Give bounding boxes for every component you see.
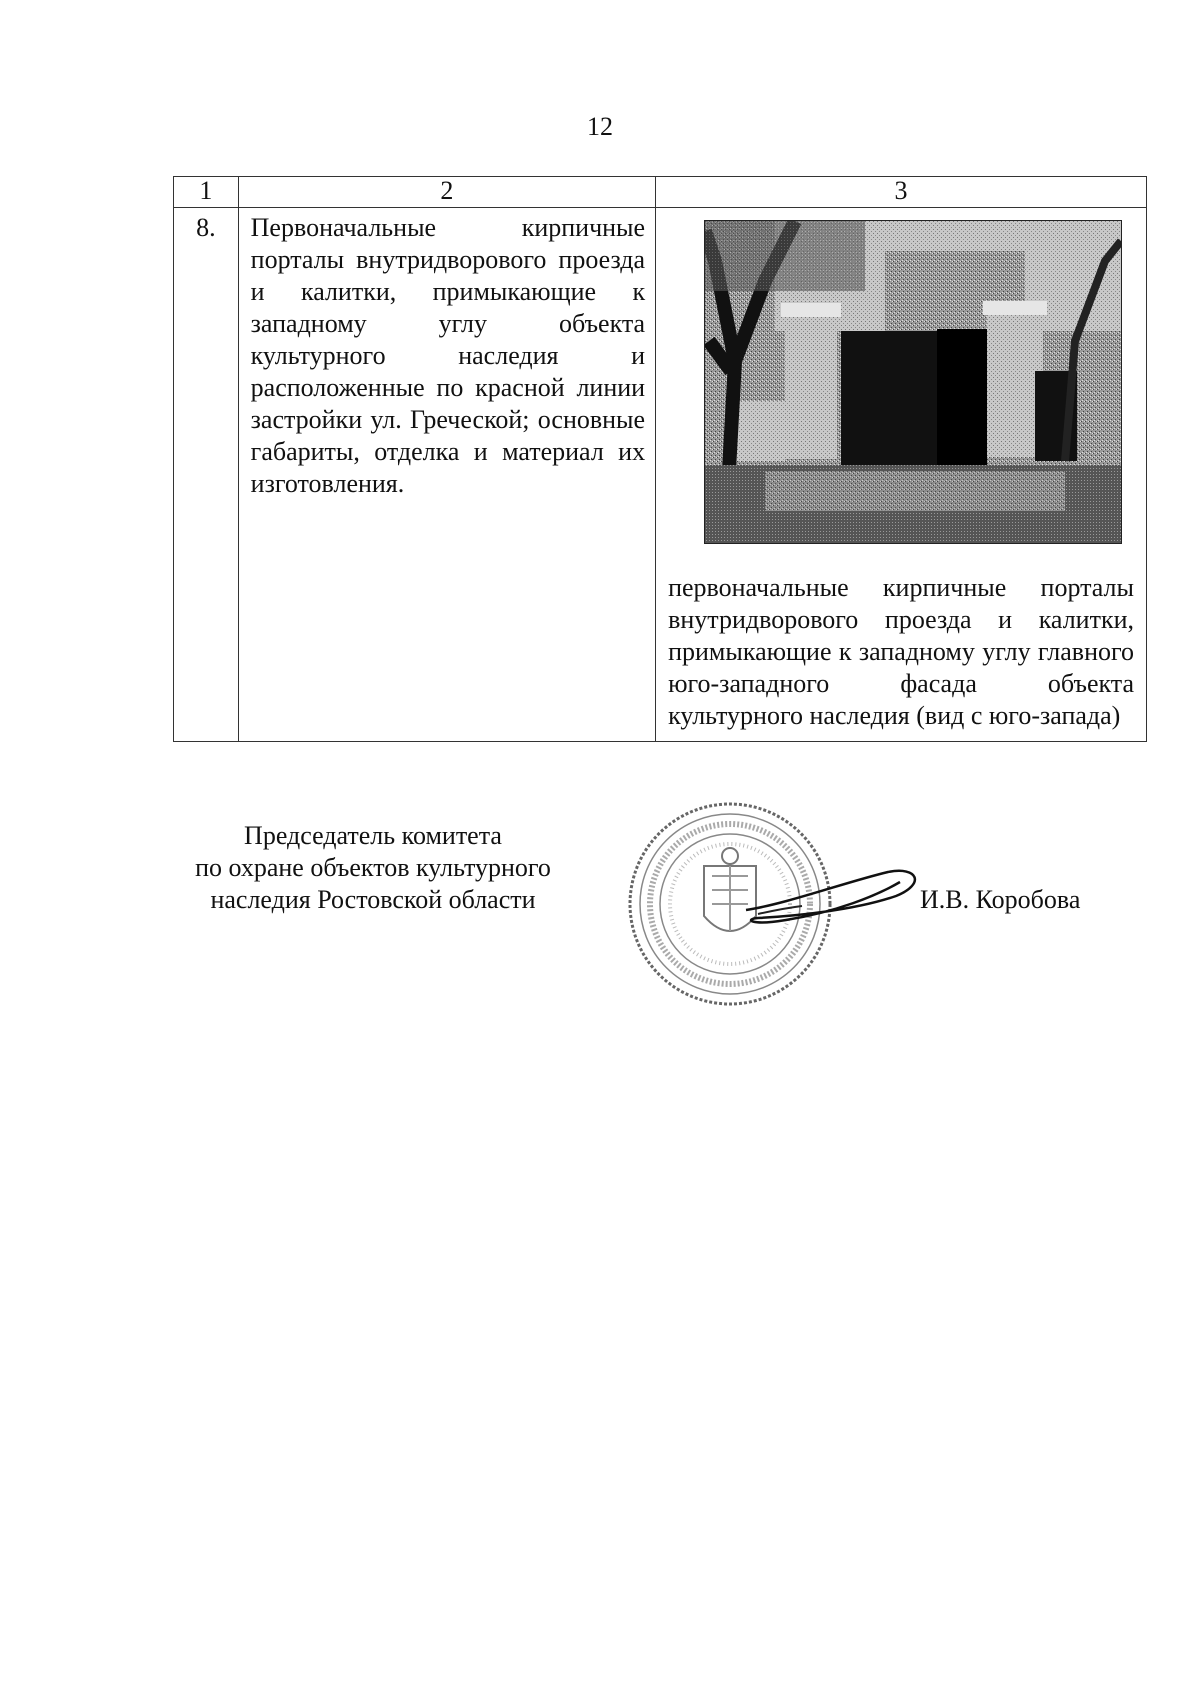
row-description: Первоначальные кирпичные порталы внутридворового проезда и калитки, примыкающие к западному углу объекта культурного наследия и расположенные по красной линии застройки ул. Греческой; основные габариты, отделка и материал их изготовления. bbox=[238, 208, 655, 742]
signatory-title bbox=[168, 820, 578, 916]
row-photo-cell bbox=[656, 208, 1147, 742]
heritage-elements-table bbox=[173, 176, 1147, 742]
signatory-name: И.В. Коробова bbox=[920, 885, 1081, 914]
photo-wrap bbox=[656, 208, 1146, 548]
official-seal-and-signature bbox=[626, 786, 956, 1026]
page-number: 12 bbox=[587, 112, 613, 141]
courtyard-gate-photo bbox=[704, 220, 1122, 544]
photo-caption: первоначальные кирпичные порталы внутридворового проезда и калитки, примыкающие к западному углу главного юго-западного фасада объекта культурного наследия (вид с юго-запада) bbox=[668, 573, 1134, 730]
row-number: 8. bbox=[174, 208, 239, 742]
table-header-row bbox=[174, 177, 1147, 208]
signatory-title-line: по охране объектов культурного bbox=[195, 853, 551, 882]
header-col-2: 2 bbox=[238, 177, 655, 208]
header-col-3: 3 bbox=[656, 177, 1147, 208]
table-row bbox=[174, 208, 1147, 742]
header-col-1: 1 bbox=[174, 177, 239, 208]
signatory-title-line: наследия Ростовской области bbox=[210, 885, 536, 914]
signatory-title-line: Председатель комитета bbox=[244, 821, 502, 850]
